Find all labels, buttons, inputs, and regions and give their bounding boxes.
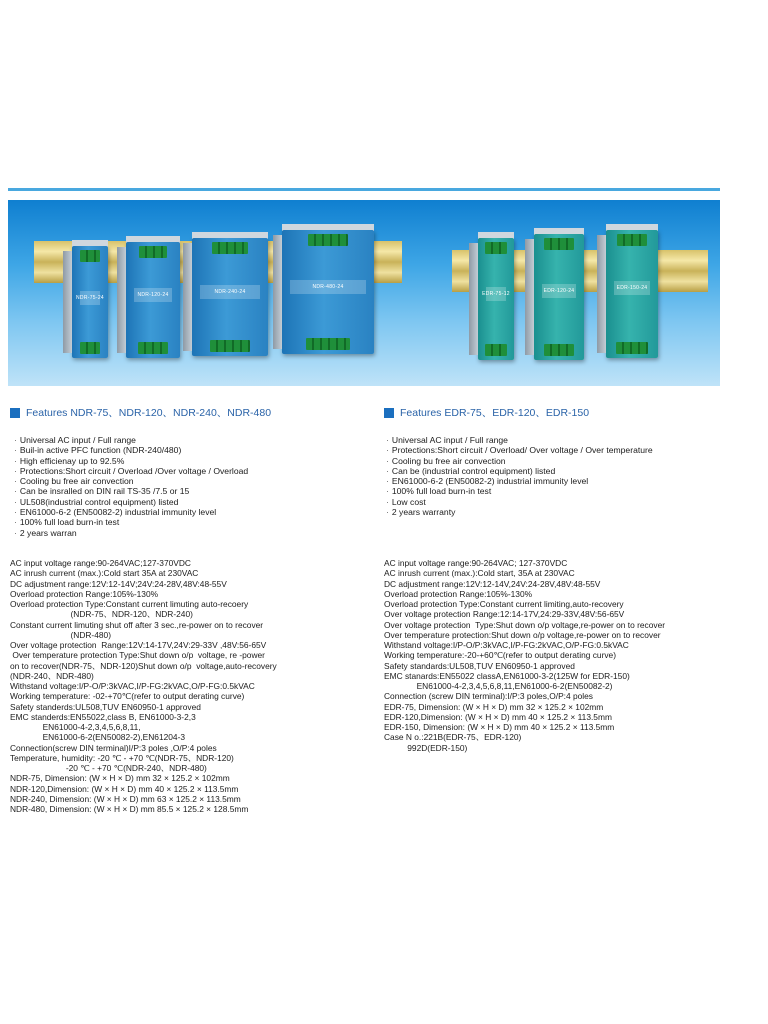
feature-item bbox=[14, 466, 248, 476]
feature-item bbox=[386, 456, 653, 466]
feature-item bbox=[386, 497, 653, 507]
bullet-dot-icon: · bbox=[14, 517, 17, 528]
spec-line: Temperature, humidity: -20 ℃ - +70 ℃(NDR-75、NDR-120) bbox=[10, 752, 234, 763]
spec-line: EMC standerds:EN55022,class B, EN61000-3-2,3 bbox=[10, 711, 196, 722]
spec-line: Over voltage protection Range:12:14-17V,24:29-33V,48V:56-65V bbox=[384, 609, 625, 620]
product-label: EDR-150-24 bbox=[616, 285, 648, 292]
spec-line: NDR-120,Dimension: (W × H × D) mm 40 × 125.2 × 113.5mm bbox=[10, 783, 239, 794]
product-ndr-75 bbox=[72, 246, 108, 358]
spec-line: on to recover(NDR-75、NDR-120)Shut down o/p voltage,auto-recovery bbox=[10, 660, 277, 671]
spec-line: DC adjustment range:12V:12-14V;24V:24-28V,48V:48-55V bbox=[10, 578, 227, 589]
spec-line: AC input voltage range:90-264VAC;127-370VDC bbox=[10, 558, 191, 568]
product-label: EDR-75-12 bbox=[482, 290, 510, 297]
feature-item bbox=[14, 476, 248, 486]
spec-line: (NDR-480) bbox=[10, 629, 111, 640]
spec-line: EN61000-6-2(EN50082-2),EN61204-3 bbox=[10, 732, 186, 743]
bullet-dot-icon: · bbox=[14, 507, 17, 518]
feature-text: 100% full load burn-in test bbox=[19, 517, 120, 528]
spec-line: Overload protection Type:Constant current limuting auto-recoery bbox=[10, 599, 249, 609]
feature-text: EN61000-6-2 (EN50082-2) industrial immunity level bbox=[391, 476, 589, 487]
feature-item bbox=[386, 466, 653, 476]
bullet-dot-icon: · bbox=[14, 476, 17, 487]
product-label: NDR-75-24 bbox=[76, 294, 104, 301]
feature-text: Universal AC input / Full range bbox=[391, 435, 508, 445]
spec-line: Overload protection Range:105%-130% bbox=[384, 588, 533, 599]
feature-text: Low cost bbox=[391, 496, 426, 507]
product-edr-75 bbox=[478, 238, 514, 360]
feature-item bbox=[14, 456, 248, 466]
features-heading-ndr bbox=[10, 405, 271, 420]
feature-text: Protections:Short circuit / Overload /Over voltage / Overload bbox=[19, 465, 249, 476]
product-label: NDR-240-24 bbox=[214, 289, 246, 296]
feature-item bbox=[386, 486, 653, 496]
spec-line: Connection(screw DIN terminal)I/P:3 poles ,O/P:4 poles bbox=[10, 742, 217, 753]
heading-text: Features EDR-75、EDR-120、EDR-150 bbox=[400, 407, 590, 419]
bullet-dot-icon: · bbox=[386, 486, 389, 497]
spec-line: Withstand voltage:I/P-O/P:3kVAC,I/P-FG:2kVAC,O/P-FG:0.5kVAC bbox=[10, 681, 255, 691]
spec-line: 992D(EDR-150) bbox=[384, 742, 468, 753]
feature-text: UL508(industrial control equipment) listed bbox=[19, 496, 179, 507]
spec-line: EDR-150, Dimension: (W × H × D) mm 40 × 125.2 × 113.5mm bbox=[384, 722, 615, 732]
product-label: NDR-480-24 bbox=[312, 283, 344, 290]
spec-line: Safety standerds:UL508,TUV EN60950-1 approved bbox=[10, 701, 201, 712]
feature-item bbox=[386, 435, 653, 445]
feature-item bbox=[14, 507, 248, 517]
product-label: NDR-120-24 bbox=[137, 292, 169, 299]
spec-line: Over voltage protection Type:Shut down o/p voltage,re-power on to recover bbox=[384, 619, 666, 630]
spec-line: EDR-75, Dimension: (W × H × D) mm 32 × 125.2 × 102mm bbox=[384, 701, 604, 712]
square-bullet-icon bbox=[10, 408, 20, 418]
bullet-dot-icon: · bbox=[386, 476, 389, 487]
product-label: EDR-120-24 bbox=[543, 288, 575, 295]
spec-line: (NDR-240、NDR-480) bbox=[10, 670, 94, 681]
spec-line: DC adjustment range:12V:12-14V,24V:24-28V,48V:48-55V bbox=[384, 578, 601, 589]
spec-line: Over voltage protection Range:12V:14-17V,24V:29-33V ,48V:56-65V bbox=[10, 640, 267, 650]
spec-line: NDR-480, Dimension: (W × H × D) mm 85.5 × 125.2 × 128.5mm bbox=[10, 804, 249, 814]
feature-text: Protections:Short circuit / Overload/ Over voltage / Over temperature bbox=[391, 445, 653, 456]
feature-item bbox=[14, 435, 248, 445]
feature-item bbox=[14, 445, 248, 455]
heading-text: Features NDR-75、NDR-120、NDR-240、NDR-480 bbox=[26, 407, 272, 419]
feature-text: 100% full load burn-in test bbox=[391, 486, 492, 497]
bullet-dot-icon: · bbox=[14, 486, 17, 497]
feature-text: Universal AC input / Full range bbox=[19, 435, 136, 445]
spec-line: -20 ℃ - +70 ℃(NDR-240、NDR-480) bbox=[10, 763, 207, 773]
feature-list-edr bbox=[386, 435, 653, 517]
spec-line: (NDR-75、NDR-120、NDR-240) bbox=[10, 609, 193, 620]
spec-line: NDR-75, Dimension: (W × H × D) mm 32 × 125.2 × 102mm bbox=[10, 773, 230, 784]
bullet-dot-icon: · bbox=[14, 455, 17, 466]
spec-line: Overload protection Range:105%-130% bbox=[10, 588, 159, 599]
feature-item bbox=[386, 445, 653, 455]
feature-item bbox=[14, 486, 248, 496]
bullet-dot-icon: · bbox=[386, 455, 389, 466]
header-rule bbox=[8, 188, 720, 191]
spec-line: NDR-240, Dimension: (W × H × D) mm 63 × 125.2 × 113.5mm bbox=[10, 793, 241, 804]
bullet-dot-icon: · bbox=[386, 445, 389, 456]
feature-item bbox=[14, 517, 248, 527]
feature-text: 2 years warranty bbox=[391, 507, 456, 518]
spec-line: Safety standards:UL508,TUV EN60950-1 approved bbox=[384, 660, 575, 671]
bullet-dot-icon: · bbox=[14, 496, 17, 507]
product-ndr-120 bbox=[126, 242, 180, 358]
bullet-dot-icon: · bbox=[14, 465, 17, 476]
spec-line: Working temperature:-20-+60℃(refer to output derating curve) bbox=[384, 650, 616, 661]
bullet-dot-icon: · bbox=[386, 496, 389, 507]
feature-text: Can be insralled on DIN rail TS-35 /7.5 or 15 bbox=[19, 486, 190, 497]
feature-text: Cooling bu free air convection bbox=[391, 455, 506, 466]
features-heading-edr bbox=[384, 405, 589, 420]
spec-line: AC inrush current (max.):Cold start, 35A at 230VAC bbox=[384, 568, 575, 579]
product-edr-120 bbox=[534, 234, 584, 360]
spec-line: EN61000-4-2,3,4,5,6,8,11, bbox=[10, 722, 141, 732]
feature-item bbox=[386, 507, 653, 517]
bullet-dot-icon: · bbox=[14, 527, 17, 538]
feature-text: Can be (industrial control equipment) listed bbox=[391, 465, 556, 476]
product-ndr-480 bbox=[282, 230, 374, 354]
feature-list-ndr bbox=[14, 435, 248, 538]
spec-line: Overload protection Type:Constant current limiting,auto-recovery bbox=[384, 599, 624, 609]
feature-text: EN61000-6-2 (EN50082-2) industrial immunity level bbox=[19, 507, 217, 518]
feature-item bbox=[386, 476, 653, 486]
spec-line: EMC stanards:EN55022 classA,EN61000-3-2(125W for EDR-150) bbox=[384, 670, 630, 681]
feature-item bbox=[14, 497, 248, 507]
spec-line: Withstand voltage:I/P-O/P:3kVAC,I/P-FG:2kVAC,O/P-FG:0.5kVAC bbox=[384, 640, 629, 650]
spec-line: Case N o.:221B(EDR-75、EDR-120) bbox=[384, 732, 522, 743]
spec-line: Constant current limuting shut off after 3 sec.,re-power on to recover bbox=[10, 619, 264, 630]
spec-line: AC inrush current (max.):Cold start 35A at 230VAC bbox=[10, 568, 199, 579]
feature-item bbox=[14, 528, 248, 538]
spec-line: EDR-120,Dimension: (W × H × D) mm 40 × 125.2 × 113.5mm bbox=[384, 711, 612, 722]
spec-line: Connection (screw DIN terminal):I/P:3 poles,O/P:4 poles bbox=[384, 691, 593, 702]
square-bullet-icon bbox=[384, 408, 394, 418]
spec-line: Over temperature protection Type:Shut down o/p voltage, re -power bbox=[10, 650, 265, 661]
product-edr-150 bbox=[606, 230, 658, 358]
bullet-dot-icon: · bbox=[386, 507, 389, 518]
spec-line: Over temperature protection:Shut down o/p voltage,re-power on to recover bbox=[384, 629, 661, 640]
spec-block-ndr bbox=[10, 558, 277, 814]
spec-line: AC input voltage range:90-264VAC; 127-370VDC bbox=[384, 558, 568, 568]
feature-text: High efficienay up to 92.5% bbox=[19, 455, 125, 466]
spec-line: EN61000-4-2,3,4,5,6,8,11,EN61000-6-2(EN50082-2) bbox=[384, 681, 613, 691]
spec-line: Working temperature: -02-+70℃(refer to output derating curve) bbox=[10, 691, 245, 702]
feature-text: 2 years warran bbox=[19, 527, 77, 538]
feature-text: Cooling bu free air convection bbox=[19, 476, 134, 487]
bullet-dot-icon: · bbox=[386, 465, 389, 476]
feature-text: Buil-in active PFC function (NDR-240/480) bbox=[19, 445, 182, 456]
bullet-dot-icon: · bbox=[386, 435, 389, 445]
spec-block-edr bbox=[384, 558, 665, 753]
bullet-dot-icon: · bbox=[14, 445, 17, 456]
product-ndr-240 bbox=[192, 238, 268, 356]
bullet-dot-icon: · bbox=[14, 435, 17, 445]
